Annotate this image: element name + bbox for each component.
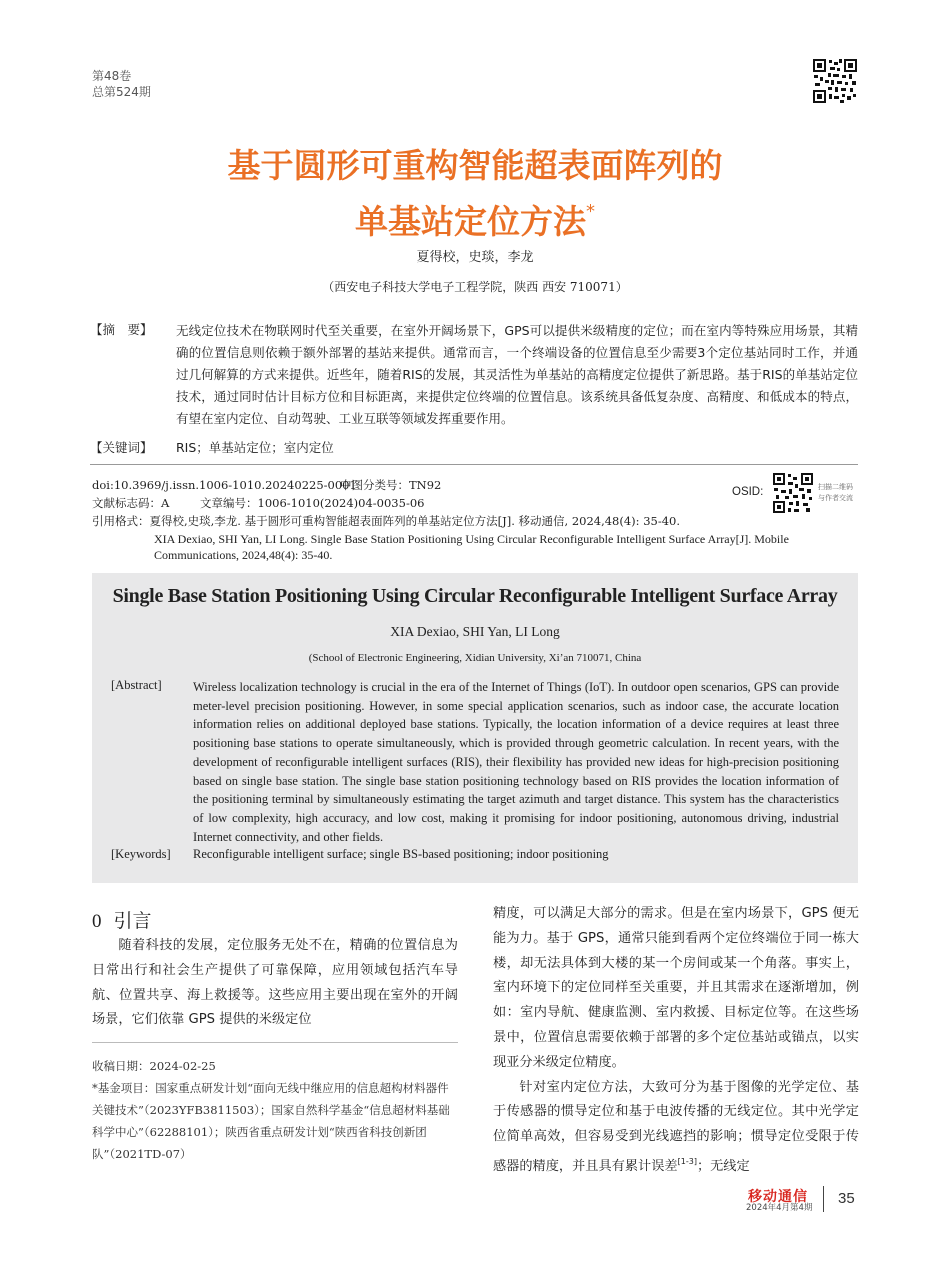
article-number: 文章编号：1006-1010(2024)04-0035-06 xyxy=(200,496,425,510)
article-title-line-2 xyxy=(0,190,950,244)
keywords-cn-label: 【关键词】 xyxy=(90,440,153,455)
osid-label: OSID: xyxy=(732,486,764,498)
english-abstract-text: Wireless localization technology is crucial in the era of the Internet of Things (IoT). In outdoor open scenarios, GPS can provide meter-level precision positioning. However, in some special application scenarios, such as indoor case, the accurate location information relies on additional deployed base stations. Typically, the location information of a device requires at least three positioning base stations to operate simultaneously, which is provided through geometric calculation. In recent years, with the development of reconfigurable intelligent surfaces (RIS), their flexibility has provided new ideas for high-precision positioning based on single base station. The single base station positioning technology based on RIS provides the location information of the positioning terminal by simultaneously estimating the target azimuth and target distance. This system has the characteristics of low complexity, high accuracy, and low cost, making it promising for indoor positioning, autonomous driving, industrial Internet connectivity, and other fields. xyxy=(193,680,839,844)
received-date: 收稿日期：2024-02-25 xyxy=(92,1059,216,1073)
issue-total-label: 总第524期 xyxy=(92,85,151,99)
fund-note-mark: * xyxy=(586,201,595,222)
body-paragraph: 精度，可以满足大部分的需求。但是在室内场景下，GPS 便无能为力。基于 GPS，通常只能到看两个定位终端位于同一栋大楼，却无法具体到大楼的某一个房间或某一个角落。事实上，室内环境下的定位同样至关重要，并且其需求在逐渐增加，例如：室内导航、健康监测、室内救援、目标定位等。在这些场景中，位置信息需要依赖于部署的多个定位基站或锚点，以实现亚分米级定位精度。 xyxy=(493,906,859,1070)
fund-project: *基金项目：国家重点研发计划“面向无线中继应用的信息超构材料器件关键技术”（2023YFB3811503）；国家自然科学基金“信息超材料基础科学中心”（62288101）；陕西省重点研发计划“陕西省科技创新团队”（2021TD-07） xyxy=(92,1081,450,1161)
osid-note-line-1: 扫描二维码 xyxy=(818,483,853,491)
citation-en-line-1: XIA Dexiao, SHI Yan, LI Long. Single Base Station Positioning Using Circular Reconfigurable Intelligent Surface Array[J]. Mobile xyxy=(154,532,789,546)
body-right-column xyxy=(493,902,859,1180)
english-affiliation: (School of Electronic Engineering, Xidian University, Xi’an 710071, China xyxy=(308,652,642,664)
citation-en-line-2: Communications, 2024,48(4): 35-40. xyxy=(154,548,333,562)
body-paragraph xyxy=(493,1076,859,1180)
english-keywords-label: [Keywords] xyxy=(111,847,171,861)
doi: doi:10.3969/j.issn.1006-1010.20240225-0001 xyxy=(92,478,357,492)
journal-logo: 移动通信 xyxy=(748,1189,808,1205)
section-title: 引言 xyxy=(113,910,152,932)
affiliation: （西安电子科技大学电子工程学院，陕西 西安 710071） xyxy=(322,280,628,294)
authors: 夏得校，史琰，李龙 xyxy=(416,250,534,265)
english-abstract-label: [Abstract] xyxy=(111,678,162,692)
footnote xyxy=(92,1055,458,1165)
footnote-divider xyxy=(92,1042,458,1043)
osid-qr-code-icon[interactable] xyxy=(772,472,814,514)
english-title: Single Base Station Positioning Using Circular Reconfigurable Intelligent Surface Array xyxy=(112,585,838,607)
section-number: 0 xyxy=(92,911,102,932)
english-keywords-text: Reconfigurable intelligent surface; single BS-based positioning; indoor positioning xyxy=(193,847,609,861)
issue-date: 2024年4月第4期 xyxy=(746,1203,813,1213)
osid-note xyxy=(818,482,853,504)
footer-divider xyxy=(823,1186,824,1212)
article-title-line-1: 基于圆形可重构智能超表面阵列的 xyxy=(227,146,723,185)
citation-ref: [1-3] xyxy=(677,1156,697,1166)
abstract-cn-text: 无线定位技术在物联网时代至关重要，在室外开阔场景下，GPS可以提供米级精度的定位；而在室内等特殊应用场景，其精确的位置信息则依赖于额外部署的基站来提供。通常而言，一个终端设备的位置信息至少需要3个定位基站同时工作，并通过几何解算的方式来提供。近些年，随着RIS的发展，其灵活性为单基站的高精度定位提供了新思路。基于RIS的单基站定位技术，通过同时估计目标方位和目标距离，来提供定位终端的位置信息。该系统具备低复杂度、高精度、和低成本的特点，有望在室内定位、自动驾驶、工业互联等领域发挥重要作用。 xyxy=(176,323,858,426)
qr-code-icon xyxy=(812,58,858,104)
volume-label: 第48卷 xyxy=(92,69,132,83)
divider xyxy=(90,464,858,465)
citation-cn: 引用格式：夏得校,史琰,李龙. 基于圆形可重构智能超表面阵列的单基站定位方法[J]. 移动通信, 2024,48(4): 35-40. xyxy=(92,514,681,528)
osid-note-line-2: 与作者交流 xyxy=(818,494,853,502)
body-paragraph-tail: ；无线定 xyxy=(696,1158,750,1174)
article-title-text: 单基站定位方法 xyxy=(355,202,586,241)
body-left-column xyxy=(92,934,458,1033)
section-heading xyxy=(92,906,152,933)
body-paragraph-text: 针对室内定位方法，大致可分为基于图像的光学定位、基于传感器的惯导定位和基于电波传播的无线定位。其中光学定位简单高效，但容易受到光线遮挡的影响；惯导定位受限于传感器的精度，并且具有累计误差 xyxy=(493,1079,859,1174)
document-code: 文献标志码：A xyxy=(92,496,170,510)
clc-number: 中图分类号：TN92 xyxy=(340,478,442,492)
journal-volume-info xyxy=(92,68,151,100)
page-number: 35 xyxy=(838,1190,855,1207)
keywords-cn-text: RIS；单基站定位；室内定位 xyxy=(176,440,334,455)
body-paragraph: 随着科技的发展，定位服务无处不在，精确的位置信息为日常出行和社会生产提供了可靠保障，应用领域包括汽车导航、位置共享、海上救援等。这些应用主要出现在室外的开阔场景，它们依靠 GPS 提供的米级定位 xyxy=(92,938,458,1028)
english-authors: XIA Dexiao, SHI Yan, LI Long xyxy=(390,624,560,639)
abstract-cn-label: 【摘 要】 xyxy=(90,322,153,337)
